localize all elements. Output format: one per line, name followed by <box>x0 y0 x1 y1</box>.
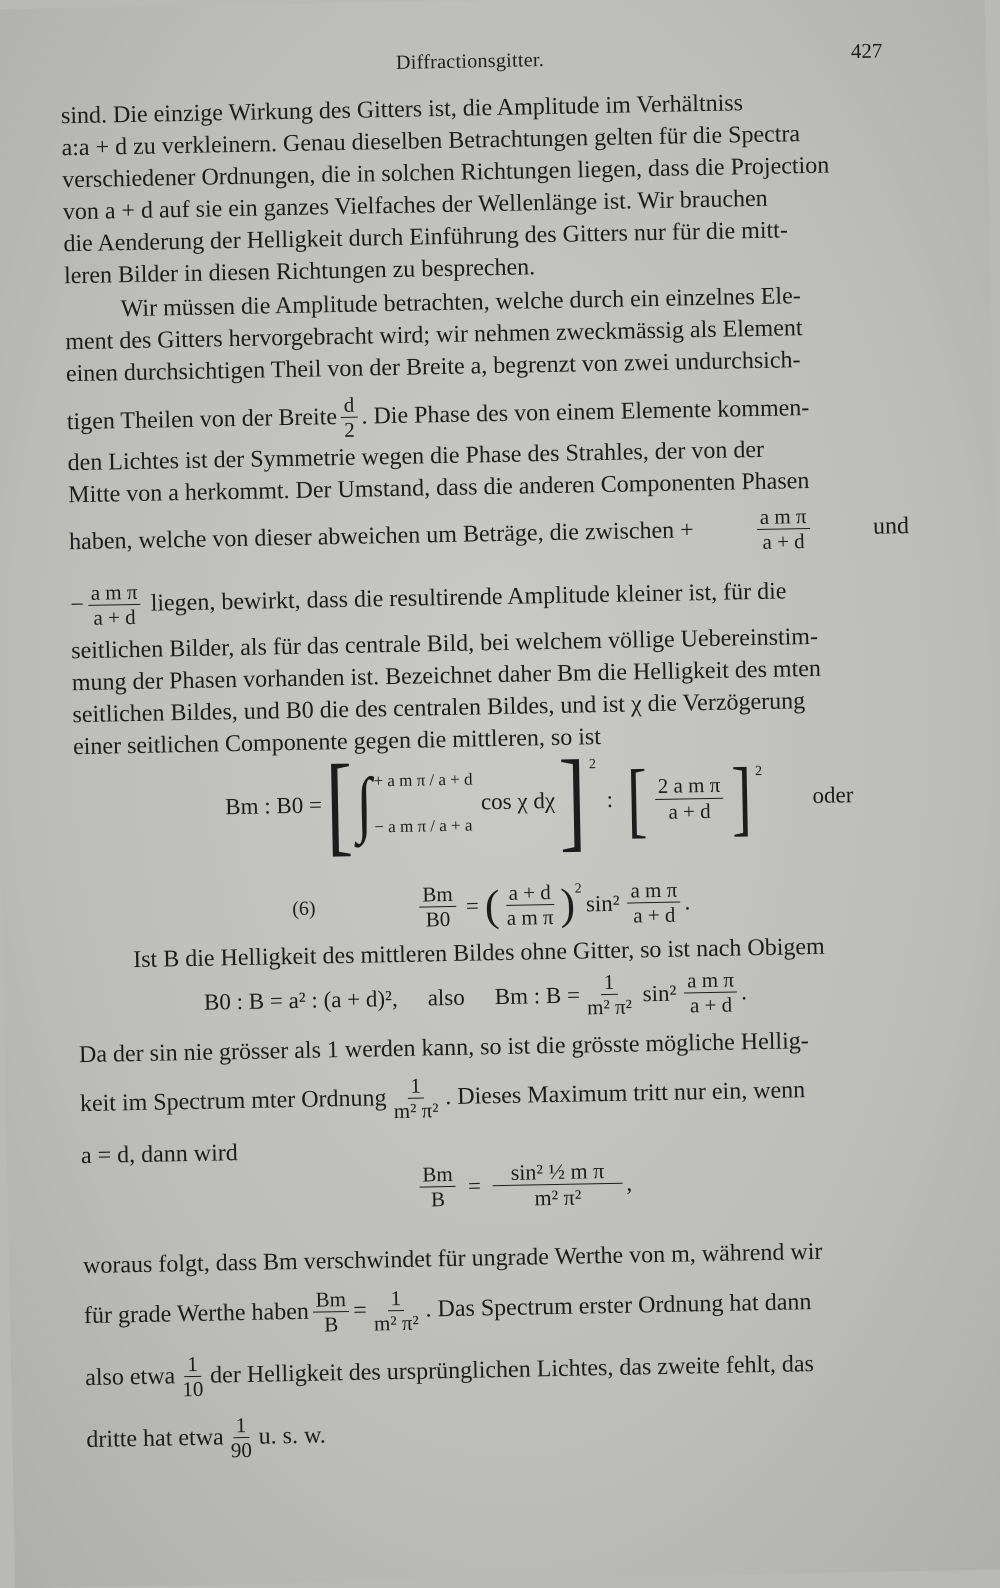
text-line: Wir müssen die Amplitude betrachten, welche durch ein einzelnes Ele- <box>120 283 801 323</box>
fraction <box>312 1287 349 1337</box>
fraction-denominator: a + d <box>632 902 676 928</box>
text-line: verschiedener Ordnungen, die in solchen Richtungen liegen, dass die Projection <box>61 152 830 194</box>
fraction-numerator: sin² ½ m π <box>492 1158 622 1187</box>
connector-word: oder <box>812 782 854 808</box>
text-line: die Aenderung der Helligkeit durch Einführung des Gitters nur für die mitt- <box>63 217 789 258</box>
fraction-denominator: B <box>430 1187 446 1212</box>
text-line: ment des Gitters hervorgebracht wird; wir nehmen zweckmässig als Element <box>65 315 803 356</box>
text-line: a = d, dann wird <box>80 1140 239 1170</box>
text-line: leren Bilder in diesen Richtungen zu besprechen. <box>63 254 536 290</box>
text-line: einen durchsichtigen Theil von der Breite a, begrenzt von zwei undurchsich- <box>65 347 801 388</box>
fraction-numerator: 1 <box>601 970 618 995</box>
fraction-numerator: a + d <box>505 880 554 906</box>
sine-squared: sin² <box>585 890 620 916</box>
text-fragment: der Helligkeit des ursprünglichen Lichtes, das zweite fehlt, das <box>209 1351 815 1389</box>
text-line: seitlichen Bilder, als für das centrale Bild, bei welchem völlige Uebereinstim- <box>71 623 819 665</box>
fraction-denominator: m² π² <box>534 1184 582 1211</box>
text-fragment: tigen Theilen von der Breite <box>66 404 338 436</box>
period: . <box>684 888 691 914</box>
equals-sign: = <box>467 1173 482 1199</box>
fraction <box>419 1162 456 1212</box>
text-fragment: für grade Werthe haben <box>83 1298 310 1330</box>
upper-limit: + a m π / a + d <box>373 769 473 791</box>
text-line: Da der sin nie grösser als 1 werden kann, so ist die grösste mögliche Hellig- <box>78 1028 809 1069</box>
fraction-denominator: m² π² <box>393 1098 439 1124</box>
integral-sign: ∫ <box>355 764 373 846</box>
fraction <box>503 880 557 930</box>
equation-mid: Bm : B = <box>494 982 581 1009</box>
equation-a-equals-d <box>415 1158 633 1214</box>
equation-lhs: Bm : B0 = <box>225 792 323 820</box>
bracket-open: [ <box>626 752 648 846</box>
bracket-close: ] <box>557 738 587 863</box>
fraction-denominator: B <box>324 1312 339 1337</box>
equals-sign: = <box>465 892 480 919</box>
equation-lhs: B0 : B = a² : (a + d)², <box>203 985 398 1015</box>
text-fragment: dritte hat etwa <box>86 1424 224 1454</box>
page-number: 427 <box>850 38 883 64</box>
text-line <box>70 565 911 630</box>
fraction-denominator: 2 <box>343 417 355 443</box>
fraction <box>227 1413 255 1463</box>
text-line: Mitte von a herkommt. Der Umstand, dass die anderen Componenten Phasen <box>68 468 810 509</box>
text-line: Ist B die Helligkeit des mittleren Bildes ohne Gitter, so ist nach Obigem <box>132 933 825 974</box>
fraction-numerator: a m π <box>627 877 680 903</box>
text-fragment: . Dieses Maximum tritt nur ein, wenn <box>445 1077 806 1111</box>
fraction-denominator: 10 <box>182 1376 204 1402</box>
fraction <box>492 1158 622 1212</box>
fraction-numerator: 1 <box>407 1074 424 1099</box>
paren-close: ) <box>559 879 576 929</box>
fraction-denominator: a + d <box>689 992 733 1018</box>
text-line: woraus folgt, dass Bm verschwindet für ungrade Werthe von m, während wir <box>82 1238 823 1280</box>
text-line <box>69 502 910 567</box>
colon: : <box>606 786 614 812</box>
fraction <box>627 877 681 927</box>
fraction <box>179 1352 207 1402</box>
fraction-numerator: Bm <box>419 1162 456 1188</box>
fraction-numerator: 2 a m π <box>655 773 724 799</box>
minus-sign: − <box>70 592 85 619</box>
text-fragment: also etwa <box>84 1363 176 1392</box>
exponent: 2 <box>588 757 597 773</box>
fraction-denominator: m² π² <box>373 1310 419 1336</box>
fraction-numerator: a m π <box>87 580 140 606</box>
fraction <box>757 504 811 554</box>
fraction-denominator: B0 <box>425 906 451 932</box>
comma: , <box>626 1170 633 1196</box>
running-title: Diffractionsgitter. <box>395 49 545 74</box>
lower-limit: − a m π / a + a <box>374 815 473 837</box>
fraction-numerator: a m π <box>684 967 737 993</box>
fraction <box>583 969 635 1019</box>
fraction-denominator: m² π² <box>586 994 633 1020</box>
fraction-denominator: 90 <box>230 1438 253 1463</box>
fraction-denominator: a m π <box>506 904 554 930</box>
paren-open: ( <box>484 881 501 931</box>
fraction-numerator: d <box>340 393 357 418</box>
fraction <box>390 1073 442 1123</box>
fraction <box>419 882 456 932</box>
equation-number: (6) <box>292 897 316 921</box>
fraction <box>370 1286 422 1336</box>
bracket-open: [ <box>324 743 354 867</box>
text-line: einer seitlichen Componente gegen die mittleren, so ist <box>72 724 602 761</box>
text-line: seitlichen Bildes, und B0 die des centralen Bildes, und ist χ die Verzögerung <box>72 688 806 729</box>
fraction-numerator: Bm <box>419 882 456 908</box>
fraction <box>684 967 738 1017</box>
text-line: sind. Die einzige Wirkung des Gitters ist, die Amplitude im Verhältniss <box>60 90 744 130</box>
text-line: mung der Phasen vorhanden ist. Bezeichnet daher Bm die Helligkeit des mten <box>71 655 822 697</box>
fraction-denominator: a + d <box>93 605 136 630</box>
bracket-close: ] <box>730 750 753 844</box>
fraction-numerator: Bm <box>312 1287 349 1313</box>
integrand: cos χ dχ <box>480 787 556 815</box>
fraction-denominator: a + d <box>762 529 805 555</box>
fraction-numerator: 1 <box>387 1286 404 1311</box>
text-fragment: . Die Phase des von einem Elemente kommen- <box>361 395 810 430</box>
text-line <box>85 1338 926 1403</box>
fraction <box>87 580 141 630</box>
equation-6: (6) $\frac{Bm}{B0}$ = ( $\frac{a + d}{\text{a m π}}$ ) 2 sin² $\frac{\text{a m π}}{a + d}$ . <box>292 877 691 932</box>
text-fragment: liegen, bewirkt, dass die resultirende Amplitude kleiner ist, für die <box>150 578 787 617</box>
text-line: a:a + d zu verkleinern. Genau dieselben Betrachtungen gelten für die Spectra <box>61 121 801 162</box>
text-fragment: und <box>872 513 910 540</box>
integral-limits <box>373 769 473 838</box>
period: . <box>740 978 748 1005</box>
text-fragment: . Das Spectrum erster Ordnung hat dann <box>425 1289 812 1323</box>
text-line <box>80 1064 921 1129</box>
equation-amplitude-ratio <box>225 738 855 867</box>
text-fragment: u. s. w. <box>258 1422 327 1450</box>
equation-helligkeit <box>204 967 748 1027</box>
fraction <box>655 773 724 824</box>
connector-word: also <box>427 984 465 1011</box>
text-line <box>86 1400 927 1465</box>
fraction-numerator: a m π <box>757 504 810 530</box>
fraction-numerator: 1 <box>184 1352 201 1377</box>
equals-sign: = <box>352 1297 367 1325</box>
text-fragment: haben, welche von dieser abweichen um Beträge, die zwischen + <box>68 517 694 556</box>
text-fragment: keit im Spectrum mter Ordnung <box>79 1085 387 1118</box>
sine-squared: sin² <box>642 980 677 1006</box>
exponent: 2 <box>754 763 763 780</box>
fraction-denominator: a + d <box>668 798 711 824</box>
text-line: von a + d auf sie ein ganzes Vielfaches der Wellenlänge ist. Wir brauchen <box>62 185 768 226</box>
text-line: den Lichtes ist der Symmetrie wegen die Phase des Strahles, der von der <box>67 436 765 477</box>
fraction <box>340 393 357 443</box>
fraction-numerator: 1 <box>232 1413 249 1438</box>
text-line <box>84 1276 925 1341</box>
